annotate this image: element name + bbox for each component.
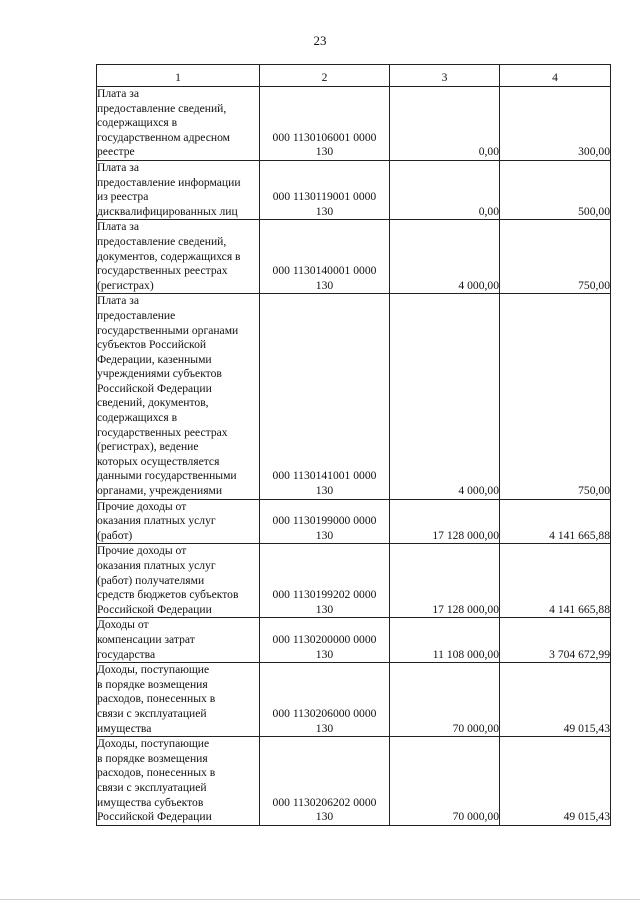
row-value-col4: 750,00 bbox=[500, 294, 611, 499]
table-row bbox=[97, 220, 611, 294]
table-row bbox=[97, 544, 611, 618]
row-name: Плата за предоставление сведений, документов, содержащихся в государственных реестрах (регистрах) bbox=[97, 220, 260, 294]
row-value-col3: 17 128 000,00 bbox=[390, 544, 500, 618]
row-value-col3: 70 000,00 bbox=[390, 663, 500, 737]
row-value-col3: 17 128 000,00 bbox=[390, 499, 500, 544]
table-header-row bbox=[97, 65, 611, 87]
row-value-col4: 49 015,43 bbox=[500, 737, 611, 826]
column-header-2: 2 bbox=[260, 65, 390, 87]
row-name: Доходы, поступающие в порядке возмещения расходов, понесенных в связи с эксплуатацией имущества субъектов Российской Федерации bbox=[97, 737, 260, 826]
row-code: 000 1130141001 0000 130 bbox=[260, 294, 390, 499]
column-header-3: 3 bbox=[390, 65, 500, 87]
row-value-col4: 49 015,43 bbox=[500, 663, 611, 737]
row-value-col4: 4 141 665,88 bbox=[500, 544, 611, 618]
row-value-col4: 750,00 bbox=[500, 220, 611, 294]
row-code: 000 1130199000 0000 130 bbox=[260, 499, 390, 544]
table-row bbox=[97, 737, 611, 826]
row-code: 000 1130119001 0000 130 bbox=[260, 160, 390, 219]
row-value-col3: 0,00 bbox=[390, 160, 500, 219]
table-row bbox=[97, 87, 611, 161]
page-bottom-divider bbox=[0, 899, 640, 900]
row-name: Плата за предоставление сведений, содержащихся в государственном адресном реестре bbox=[97, 87, 260, 161]
row-value-col3: 11 108 000,00 bbox=[390, 618, 500, 663]
row-code: 000 1130200000 0000 130 bbox=[260, 618, 390, 663]
row-name: Плата за предоставление информации из реестра дисквалифицированных лиц bbox=[97, 160, 260, 219]
table-row bbox=[97, 294, 611, 499]
table-row bbox=[97, 499, 611, 544]
row-code: 000 1130206000 0000 130 bbox=[260, 663, 390, 737]
table-row bbox=[97, 160, 611, 219]
row-value-col4: 300,00 bbox=[500, 87, 611, 161]
row-value-col3: 70 000,00 bbox=[390, 737, 500, 826]
table-row bbox=[97, 618, 611, 663]
page-number: 23 bbox=[313, 33, 327, 48]
revenue-table bbox=[96, 64, 611, 826]
column-header-4: 4 bbox=[500, 65, 611, 87]
row-value-col3: 4 000,00 bbox=[390, 294, 500, 499]
row-name: Доходы от компенсации затрат государства bbox=[97, 618, 260, 663]
row-code: 000 1130106001 0000 130 bbox=[260, 87, 390, 161]
column-header-1: 1 bbox=[97, 65, 260, 87]
row-name: Прочие доходы от оказания платных услуг (работ) получателями средств бюджетов субъектов Российской Федерации bbox=[97, 544, 260, 618]
row-name: Доходы, поступающие в порядке возмещения расходов, понесенных в связи с эксплуатацией имущества bbox=[97, 663, 260, 737]
row-value-col3: 4 000,00 bbox=[390, 220, 500, 294]
row-value-col3: 0,00 bbox=[390, 87, 500, 161]
row-value-col4: 3 704 672,99 bbox=[500, 618, 611, 663]
row-value-col4: 500,00 bbox=[500, 160, 611, 219]
row-code: 000 1130199202 0000 130 bbox=[260, 544, 390, 618]
row-code: 000 1130140001 0000 130 bbox=[260, 220, 390, 294]
row-name: Прочие доходы от оказания платных услуг (работ) bbox=[97, 499, 260, 544]
row-value-col4: 4 141 665,88 bbox=[500, 499, 611, 544]
row-name: Плата за предоставление государственными органами субъектов Российской Федерации, казенными учреждениями субъектов Российской Федерации сведений, документов, содержащихся в государственных реестрах (регистрах), ведение которых осуществляется данными государственными органами, учреждениями bbox=[97, 294, 260, 499]
row-code: 000 1130206202 0000 130 bbox=[260, 737, 390, 826]
table-row bbox=[97, 663, 611, 737]
